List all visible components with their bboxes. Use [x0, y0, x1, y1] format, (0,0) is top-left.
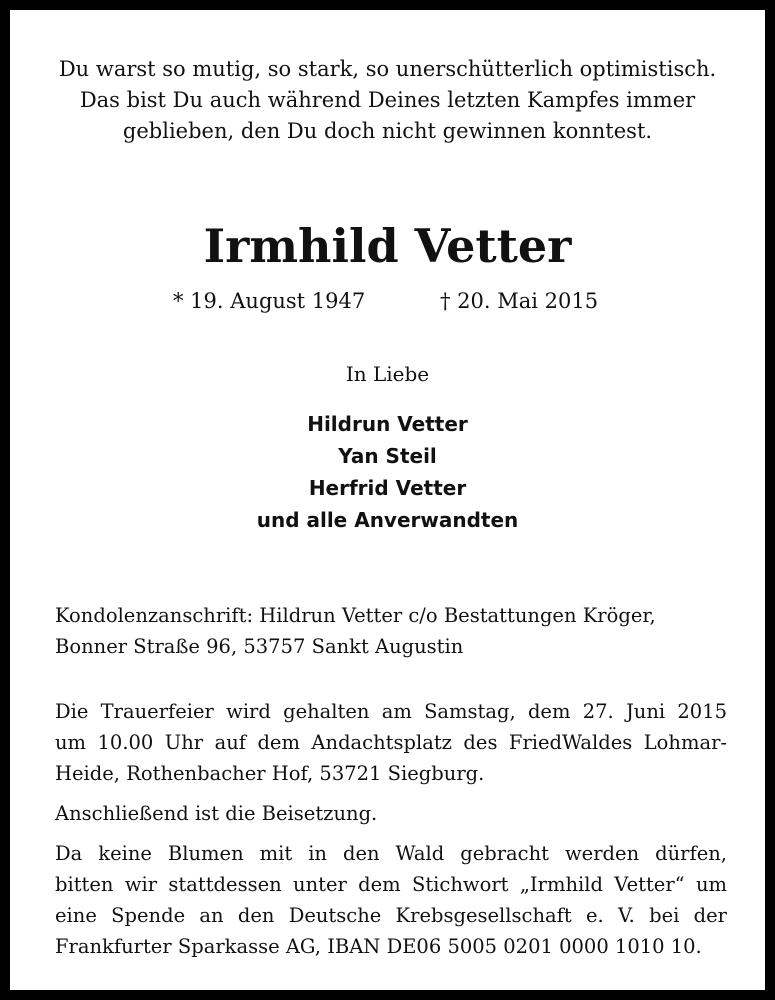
- donation-line: eine Spende an den Deutsche Krebsgesellschaft e. V. bei der: [55, 904, 727, 927]
- burial-line: Anschließend ist die Beisetzung.: [55, 802, 378, 825]
- condolence-address: [55, 600, 727, 662]
- ceremony-line: Die Trauerfeier wird gehalten am Samstag, dem 27. Juni 2015: [55, 700, 727, 723]
- ceremony-line: um 10.00 Uhr auf dem Andachtsplatz des FriedWaldes Lohmar-: [55, 731, 727, 754]
- mourner-name: und alle Anverwandten: [256, 508, 519, 532]
- burial-info: [55, 798, 727, 829]
- donation-request: [55, 838, 727, 962]
- condolence-line: Bonner Straße 96, 53757 Sankt Augustin: [55, 635, 464, 658]
- memorial-quote: [40, 54, 735, 147]
- mourner-name: Yan Steil: [338, 444, 437, 468]
- ceremony-line: Heide, Rothenbacher Hof, 53721 Siegburg.: [55, 762, 485, 785]
- quote-line: Du warst so mutig, so stark, so unerschütterlich optimistisch.: [58, 57, 717, 81]
- condolence-line: Kondolenzanschrift: Hildrun Vetter c/o Bestattungen Kröger,: [55, 604, 656, 627]
- birth-date: * 19. August 1947: [173, 289, 366, 313]
- ceremony-info: [55, 696, 727, 789]
- mourners-list: [10, 408, 765, 536]
- donation-line: Frankfurter Sparkasse AG, IBAN DE06 5005 0201 0000 1010 10.: [55, 935, 702, 958]
- in-love-heading: In Liebe: [345, 362, 430, 386]
- donation-line: Da keine Blumen mit in den Wald gebracht werden dürfen,: [55, 842, 727, 865]
- death-date: † 20. Mai 2015: [440, 289, 599, 313]
- donation-line: bitten wir stattdessen unter dem Stichwort „Irmhild Vetter“ um: [55, 873, 727, 896]
- quote-line: Das bist Du auch während Deines letzten Kampfes immer: [79, 88, 696, 112]
- quote-line: geblieben, den Du doch nicht gewinnen konntest.: [122, 119, 653, 143]
- mourner-name: Herfrid Vetter: [308, 476, 467, 500]
- deceased-name: Irmhild Vetter: [203, 219, 572, 273]
- mourner-name: Hildrun Vetter: [307, 412, 468, 436]
